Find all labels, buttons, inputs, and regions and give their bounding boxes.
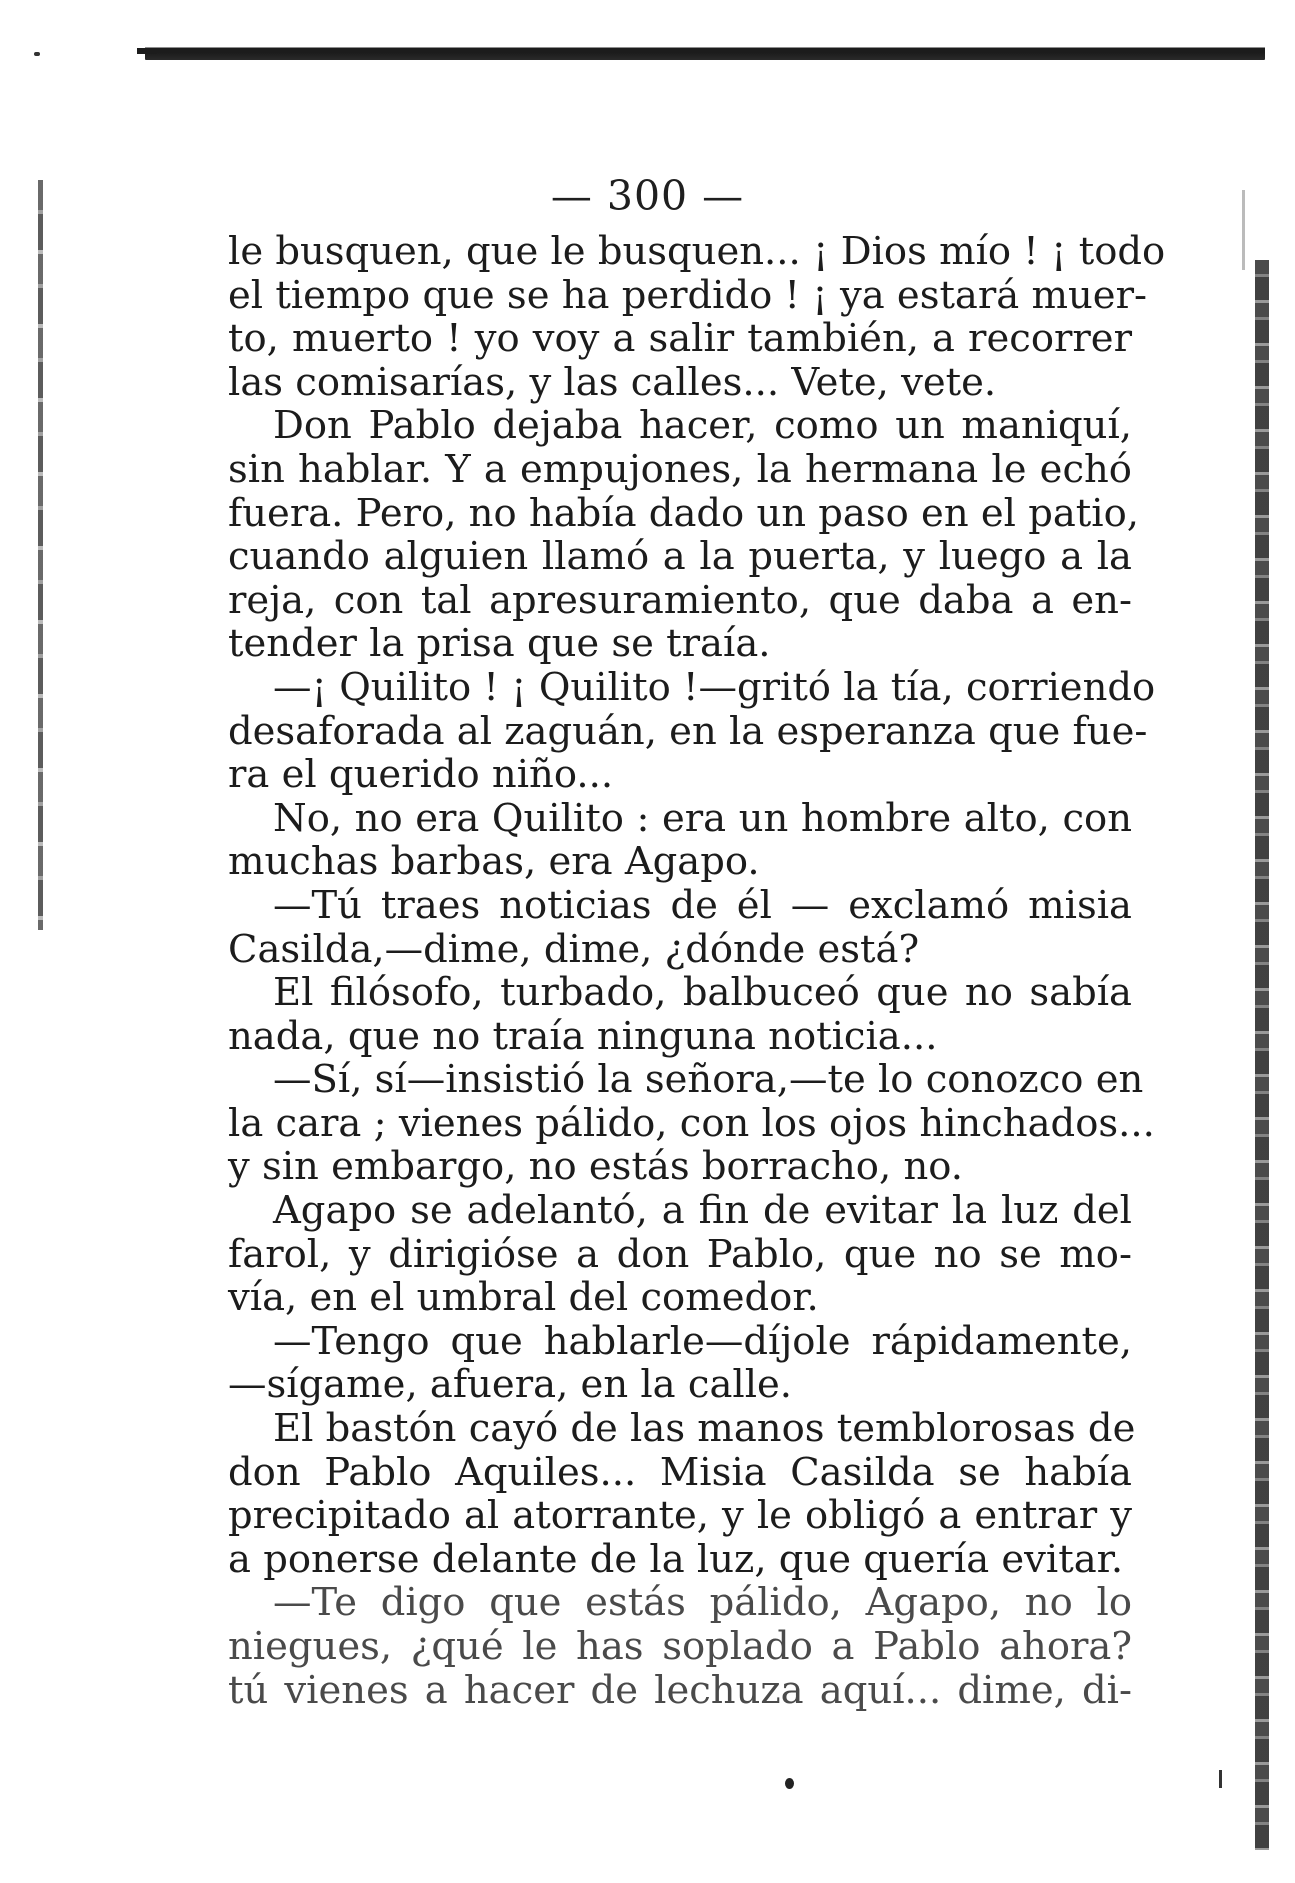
text-line: —Tengo que hablarle—díjole rápidamente, xyxy=(273,1318,1132,1364)
text-line: reja, con tal apresuramiento, que daba a en- xyxy=(228,577,1132,623)
text-line: Don Pablo dejaba hacer, como un maniquí, xyxy=(273,403,1132,449)
text-line: y sin embargo, no estás borracho, no. xyxy=(228,1144,963,1190)
text-line: le busquen, que le busquen... ¡ Dios mío ! ¡ todo xyxy=(228,229,1166,274)
print-tick xyxy=(1219,1770,1222,1788)
text-line: las comisarías, y las calles... Vete, vete. xyxy=(228,359,997,405)
text-line: fuera. Pero, no había dado un paso en el patio, xyxy=(228,490,1140,536)
print-dot xyxy=(785,1778,794,1789)
text-line: la cara ; vienes pálido, con los ojos hinchados... xyxy=(228,1100,1155,1146)
text-line: nada, que no traía ninguna noticia... xyxy=(228,1013,938,1059)
text-line: muchas barbas, era Agapo. xyxy=(228,839,760,885)
text-line: niegues, ¿qué le has soplado a Pablo ahora? xyxy=(228,1624,1132,1669)
text-line: cuando alguien llamó a la puerta, y luego a la xyxy=(228,534,1132,580)
text-line: —Tú traes noticias de él — exclamó misia xyxy=(273,882,1132,928)
text-line: ra el querido niño... xyxy=(228,752,614,798)
text-line: —¡ Quilito ! ¡ Quilito !—gritó la tía, corriendo xyxy=(273,664,1156,710)
left-page-edge xyxy=(38,180,43,930)
text-line: —sígame, afuera, en la calle. xyxy=(228,1362,793,1408)
text-line: El filósofo, turbado, balbuceó que no sabía xyxy=(273,970,1132,1016)
text-line: sin hablar. Y a empujones, la hermana le echó xyxy=(228,446,1132,492)
text-line: desaforada al zaguán, en la esperanza que fue- xyxy=(228,708,1148,754)
text-line: tú vienes a hacer de lechuza aquí... dime, di- xyxy=(228,1667,1132,1713)
text-line: to, muerto ! yo voy a salir también, a recorrer xyxy=(228,316,1132,362)
print-mark xyxy=(34,52,40,56)
text-line: tender la prisa que se traía. xyxy=(228,621,771,667)
text-line: El bastón cayó de las manos temblorosas de xyxy=(273,1406,1136,1452)
text-line: —Sí, sí—insistió la señora,—te lo conozco en xyxy=(273,1057,1144,1103)
text-line: a ponerse delante de la luz, que quería evitar. xyxy=(228,1536,1124,1582)
text-line: vía, en el umbral del comedor. xyxy=(228,1275,819,1321)
text-line: don Pablo Aquiles... Misia Casilda se había xyxy=(228,1449,1132,1495)
text-line: Agapo se adelantó, a fin de evitar la luz del xyxy=(273,1188,1132,1234)
text-line: —Te digo que estás pálido, Agapo, no lo xyxy=(273,1580,1132,1626)
text-line: Casilda,—dime, dime, ¿dónde está? xyxy=(228,926,920,972)
text-line: No, no era Quilito : era un hombre alto, con xyxy=(273,795,1132,841)
text-line: farol, y dirigióse a don Pablo, que no se mo- xyxy=(228,1231,1132,1277)
body-text xyxy=(228,229,1166,1713)
text-line: precipitado al atorrante, y le obligó a entrar y xyxy=(228,1493,1132,1539)
right-page-edge xyxy=(1255,260,1269,1850)
page-number: — 300 — xyxy=(550,172,745,220)
top-rule xyxy=(145,42,1265,60)
text-line: el tiempo que se ha perdido ! ¡ ya estará muer- xyxy=(228,272,1147,318)
